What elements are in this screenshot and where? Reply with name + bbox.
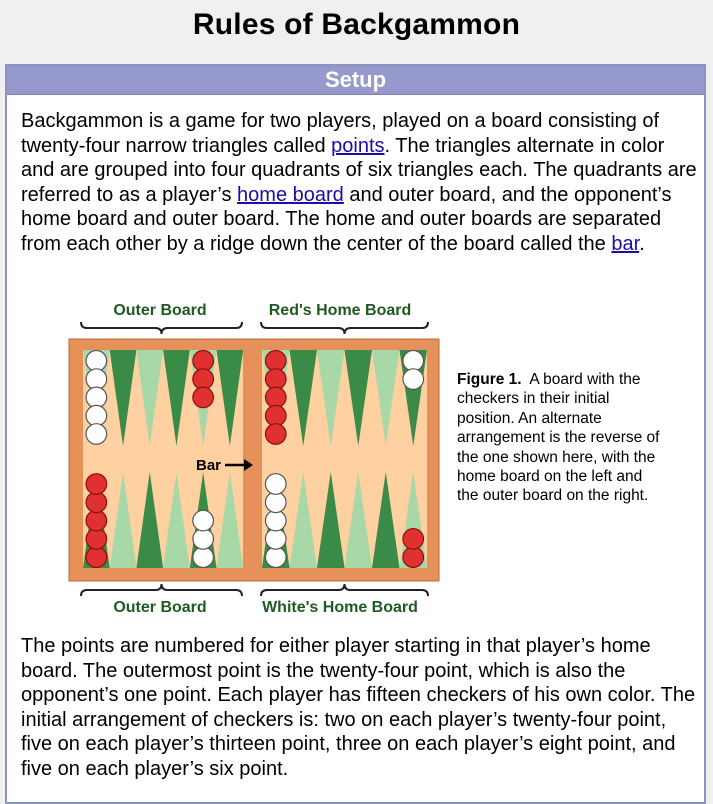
checker [86, 492, 107, 513]
white-home-board-label: White's Home Board [262, 599, 418, 616]
white-home-board-brace [261, 584, 428, 596]
checker [403, 351, 424, 372]
checker [193, 351, 214, 372]
checker [86, 529, 107, 550]
checker [265, 529, 286, 550]
checker [86, 387, 107, 408]
checker [265, 424, 286, 445]
numbering-paragraph: The points are numbered for either player starting in that player’s home board. The outermost point is the twenty-four point, which is also the opponent’s one point. Each player has fifteen checkers of his own color. The initial arrangement of checkers is: two on each player’s twenty-four point, five on each player’s thirteen point, three on each player’s eight point, and five on each player’s six point. [21, 635, 696, 780]
checker [86, 547, 107, 568]
points-link[interactable]: points [331, 134, 385, 157]
outer-board-top-label: Outer Board [113, 302, 207, 319]
bar-label: Bar [195, 457, 221, 474]
home-board-link[interactable]: home board [237, 183, 344, 206]
page-title: Rules of Backgammon [192, 8, 521, 41]
checker [265, 387, 286, 408]
intro-text-2: . The triangles alternate in color and are grouped into four quadrants of six triangles each. The quadrants are referred to as a player’s [21, 134, 697, 206]
intro-text-4: . [639, 232, 645, 255]
checker [403, 529, 424, 550]
checker [265, 405, 286, 426]
red-home-board-label: Red's Home Board [268, 302, 412, 319]
figure-caption-label: Figure 1. [457, 371, 522, 388]
checker [193, 387, 214, 408]
backgammon-board-figure [64, 294, 449, 626]
checker [265, 351, 286, 372]
checker [193, 547, 214, 568]
checker [86, 474, 107, 495]
checker [265, 492, 286, 513]
bar-link[interactable]: bar [611, 232, 640, 255]
intro-paragraph [21, 109, 697, 257]
figure-caption-text: A board with the checkers in their initial position. An alternate arrangement is the reverse of the one shown here, with the home board on the left and the outer board on the right. [457, 371, 660, 505]
intro-text-3: and outer board, and the opponent’s home board and outer board. The home and outer boards are separated from each other by a ridge down the center of the board called the [21, 183, 672, 255]
figure-caption [457, 370, 667, 506]
outer-board-top-brace [81, 322, 242, 334]
checker [403, 369, 424, 390]
checker [86, 424, 107, 445]
red-home-board-brace [261, 322, 428, 334]
section-heading: Setup [7, 66, 704, 95]
outer-board-bottom-label: Outer Board [113, 599, 207, 616]
right-board-bed [262, 350, 427, 568]
checker [265, 369, 286, 390]
checker [265, 474, 286, 495]
checker [403, 547, 424, 568]
checker [86, 369, 107, 390]
checker [193, 529, 214, 550]
checker [265, 510, 286, 531]
checker [86, 351, 107, 372]
outer-board-bottom-brace [81, 584, 242, 596]
setup-section [5, 64, 706, 804]
checker [193, 369, 214, 390]
checker [86, 510, 107, 531]
checker [193, 510, 214, 531]
checker [265, 547, 286, 568]
checker [86, 405, 107, 426]
intro-text-1: Backgammon is a game for two players, played on a board consisting of twenty-four narrow triangles called [21, 110, 660, 157]
